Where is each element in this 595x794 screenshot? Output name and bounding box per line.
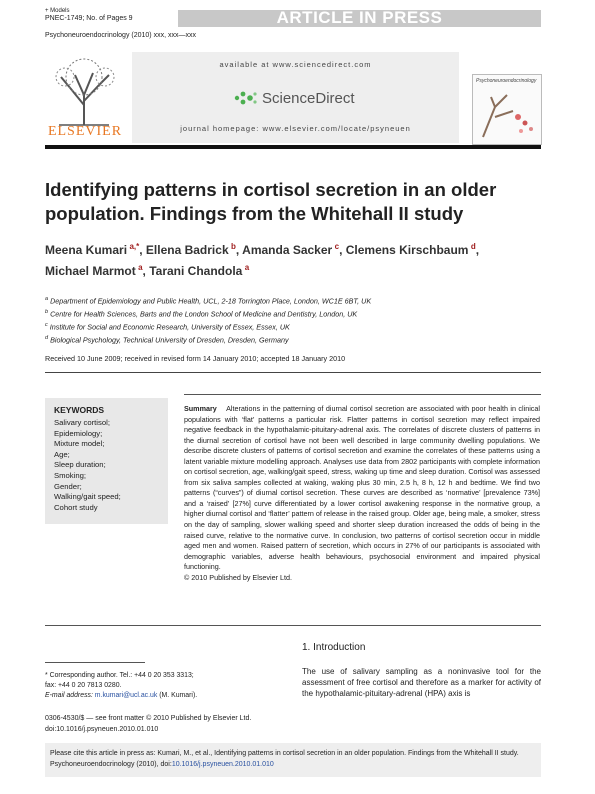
article-in-press-banner: ARTICLE IN PRESS (276, 8, 443, 27)
author-sup[interactable]: b (231, 242, 236, 251)
cover-illustration (473, 87, 539, 139)
author-name[interactable]: Amanda Sacker (242, 243, 333, 257)
issn-block (45, 713, 251, 735)
keyword-item: Mixture model; (54, 439, 105, 449)
keyword-item: Salivary cortisol; (54, 418, 110, 427)
journal-cover (472, 74, 542, 145)
affiliation-item: $^c$ Institute for Social and Economic Research, University of Essex, Essex, UK (45, 321, 290, 332)
corresponding-author: * Corresponding author. Tel.: +44 0 20 353 3313; (45, 672, 194, 679)
abstract-divider (184, 394, 541, 395)
keyword-item: Gender; (54, 481, 82, 491)
email-suffix: (M. Kumari). (159, 692, 198, 700)
author-sup[interactable]: a,* (129, 242, 140, 251)
citation-body: Please cite this article in press as: Kumari, M., et al., Identifying patterns in cortisol secretion in an older population. Findings from the Whitehall II study. Psychoneuroendocrinology (2010), doi: (50, 750, 519, 768)
author-sup[interactable]: c (334, 242, 340, 251)
keyword-item: Age; (54, 449, 70, 459)
sciencedirect-logo (233, 89, 355, 107)
section-heading: 1. Introduction (302, 642, 366, 653)
abstract-copyright: © 2010 Published by Elsevier Ltd. (184, 572, 292, 582)
citation-doi-link[interactable]: 10.1016/j.psyneuen.2010.01.010 (171, 761, 274, 768)
received-dates: Received 10 June 2009; received in revised form 14 January 2010; accepted 18 January 2010 (45, 354, 346, 363)
author-name[interactable]: Ellena Badrick (145, 243, 229, 257)
author-sup[interactable]: d (470, 242, 476, 251)
author-name[interactable]: Michael Marmot (45, 264, 136, 278)
keyword-item: Cohort study (54, 502, 98, 512)
abstract (184, 404, 540, 583)
keyword-item: Epidemiology; (54, 428, 103, 438)
divider (45, 625, 541, 626)
keywords-heading: KEYWORDS (54, 405, 105, 415)
cover-title: Psychoneuroendocrinology (476, 78, 537, 84)
email-link[interactable]: m.kumari@ucl.ac.uk (94, 692, 158, 700)
affiliation-item: $^d$ Biological Psychology, Technical University of Dresden, Dresden, Germany (45, 334, 289, 345)
sciencedirect-dots-icon (233, 89, 259, 107)
keyword-item: Smoking; (54, 470, 87, 480)
affiliation-item: $^a$ Department of Epidemiology and Public Health, UCL, 2-18 Torrington Place, London, WC1E 6BT, UK (45, 296, 372, 306)
affiliation-item: $^b$ Centre for Health Sciences, Barts and the London School of Medicine and Dentistry, London, UK (45, 308, 358, 319)
keyword-item: Sleep duration; (54, 460, 106, 470)
model-tag: + Models (45, 8, 70, 14)
abstract-text: Alterations in the patterning of diurnal cortisol secretion are associated with poor health in clinical populations with ‘flat’ patterns a particular risk. Flatter patterns in cortisol secretion may reflect impaired negative feedback in the hypothalamic-pituitary-adrenal axis. The correlates of discrete clusters of patterns in the diurnal secretion of cortisol have not been well described in large community dwelling populations. We describe discrete clusters of patterns of cortisol secretion and examine the correlates of these patterns using a latent variable mixture modelling approach. Analyses use data from 2802 participants with complete information on cortisol secretion, age, walking/gait speed, stress, waking up time and sleep duration. Cortisol was assessed from six saliva samples collected at waking, waking plus 30 min, 2.5 h, 8 h, 12 h and bedtime. We find two patterns (“curves”) of diurnal cortisol secretion. These curves are described as ‘normative’ [prevalence 73%] and a ‘raised’ [27%] curve differentiated by a lower cortisol awakening response in the normative group, a higher diurnal cortisol and ‘flatter’ pattern of release in the raised group. Older age, being male, a smoker, stress on the day of sampling, slower walking speed and shorter sleep duration increased the odds of being in the raised curve, relative to the normative curve. In conclusion, two patterns of cortisol secretion occur in middle aged men and women. Raised pattern of secretion, which occurs in 27% of our participants is associated with demographic variables, adverse health behaviours, psychosocial environment and impaired physical functioning. (184, 404, 540, 572)
keyword-item: Walking/gait speed; (54, 492, 121, 502)
keywords-list (54, 418, 121, 513)
elsevier-tree-logo (45, 55, 123, 127)
author-name[interactable]: Tarani Chandola (149, 264, 243, 278)
footnote-rule (45, 662, 145, 663)
affiliations (45, 294, 545, 346)
journal-citation-line: Psychoneuroendocrinology (2010) xxx, xxx—xxx (45, 32, 196, 39)
author-sup[interactable]: a (244, 263, 250, 272)
author-list: Meena Kumari $^{a,*}$, Ellena Badrick $^b$, Amanda Sacker $^c$, Clemens Kirschbaum $^d$, Michael Marmot $^a$, Tarani Chandola $^a$ (45, 242, 480, 278)
fax-line: fax: +44 0 20 7813 0280. (45, 682, 122, 690)
masthead-rule (45, 145, 541, 149)
citation-text (50, 748, 535, 770)
divider (45, 372, 541, 373)
available-at-text[interactable]: available at www.sciencedirect.com (219, 60, 372, 69)
sciencedirect-wordmark: ScienceDirect (262, 89, 355, 107)
front-matter-line: 0306-4530/$ — see front matter © 2010 Published by Elsevier Ltd. (45, 715, 252, 722)
doi-line[interactable]: doi:10.1016/j.psyneuen.2010.01.010 (45, 726, 159, 733)
author-name[interactable]: Clemens Kirschbaum (345, 243, 469, 257)
article-title: Identifying patterns in cortisol secretion in an older population. Findings from the Whitehall II study (45, 179, 497, 224)
journal-homepage-text[interactable]: journal homepage: www.elsevier.com/locate/psyneuen (180, 124, 411, 133)
author-name[interactable]: Meena Kumari (45, 243, 128, 257)
manuscript-id: PNEC-1749; No. of Pages 9 (45, 15, 133, 22)
email-label: E-mail address: (45, 692, 93, 700)
author-sup[interactable]: a (138, 263, 143, 272)
abstract-label: Summary (184, 404, 217, 413)
email-line (45, 691, 285, 701)
elsevier-wordmark: ELSEVIER (47, 124, 123, 139)
corresponding-footnote (45, 671, 285, 702)
intro-paragraph: The use of salivary sampling as a noninvasive tool for the assessment of free cortisol and therefore as a marker for activity of the hypothalamic-pituitary-adrenal (HPA) axis is (302, 667, 541, 698)
